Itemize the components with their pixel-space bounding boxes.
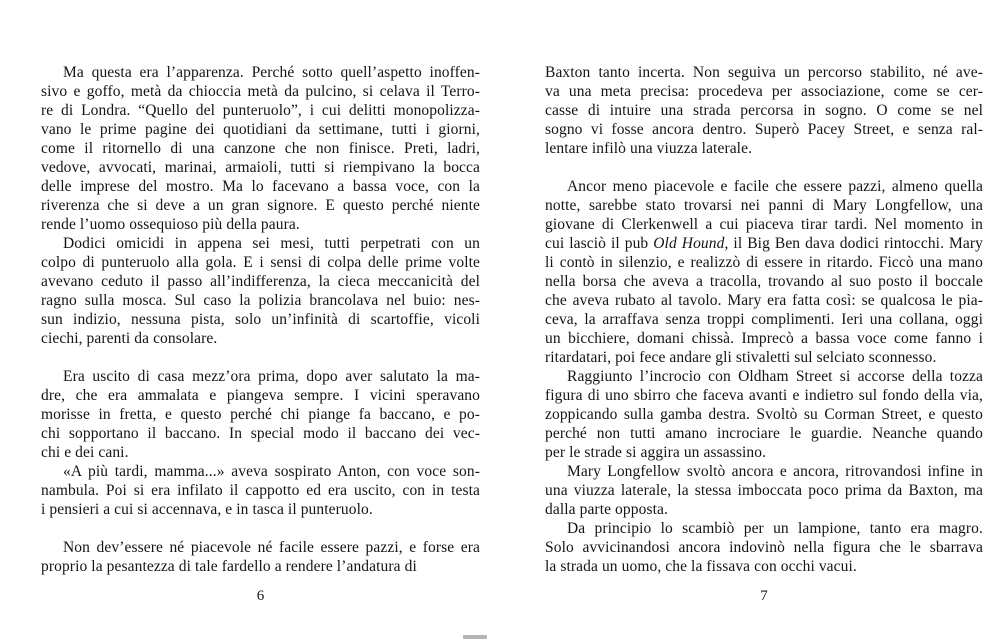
text-line: casse di intuire una strada percorsa in sogno. O come se nel [545, 102, 983, 119]
text-line: perché non tutti amano incrociare le guardie. Neanche quando [545, 425, 983, 442]
text-line: Non dev’essere né piacevole né facile essere pazzi, e forse era [63, 539, 480, 556]
text-line: avevano ceduto il passo all’indifferenza, la cieca meccanicità del [41, 273, 480, 290]
text-line: una viuzza laterale, la stessa imboccata poco prima da Baxton, ma [545, 482, 983, 499]
text-line: proprio la pesantezza di tale fardello a rendere l’andatura di [41, 558, 417, 575]
text-line: delle imprese del mostro. Ma lo facevano a bassa voce, con la [41, 178, 480, 195]
text-line: ritardatari, poi fece andare gli stivaletti sul selciato sconnesso. [545, 349, 937, 366]
left-page-text [41, 63, 480, 576]
text-line: va una meta precisa: procedeva per associazione, come se cer- [545, 83, 983, 100]
text-line: sun indizio, nessuna pista, solo un’infinità di scartoffie, vicoli [41, 311, 480, 328]
paragraph [41, 538, 480, 576]
text-line: notte, sarebbe stato trovarsi nei panni di Mary Longfellow, una [545, 197, 983, 214]
text-line: ceva, la arraffava senza troppi complimenti. Ieri una collana, oggi [545, 311, 983, 328]
bottom-edge-ui-fragment [463, 635, 487, 639]
text-line: sivo e goffo, metà da chioccia metà da pulcino, si celava il Terro- [41, 83, 480, 100]
text-line: giovane di Clerkenwell a cui piaceva tirar tardi. Nel momento in [545, 216, 983, 233]
paragraph [41, 367, 480, 462]
paragraph [545, 519, 983, 576]
text-line: Dodici omicidi in appena sei mesi, tutti perpetrati con un [63, 235, 480, 252]
text-line: Solo avvicinandosi ancora indovinò nella figura che le sbarrava [545, 539, 983, 556]
text-line: rende l’uomo ossequioso più della paura. [41, 216, 300, 233]
text-line: per le strade si aggira un assassino. [545, 444, 767, 461]
text-line: colpo di punteruolo alla gola. E i sensi di colpa delle prime volte [41, 254, 480, 271]
text-line: vano le prime pagine dei quotidiani da settimane, tutti i giorni, [41, 121, 480, 138]
text-line: figura di uno sbirro che faceva avanti e indietro sul fondo della via, [545, 387, 983, 404]
paragraph [545, 367, 983, 462]
text-line: cui lasciò il pub Old Hound, il Big Ben dava dodici rintocchi. Mary [545, 235, 983, 252]
text-line: i pensieri a cui si accennava, e in tasca il punteruolo. [41, 501, 373, 518]
text-line: sogno vi fosse ancora dentro. Superò Pacey Street, e senza ral- [545, 121, 983, 138]
text-line: morisse in fretta, e questo perché chi piange fa baccano, e po- [41, 406, 480, 423]
text-line: la strada un uomo, che la fissava con occhi vacui. [545, 558, 857, 575]
text-line: chi e dei cani. [41, 444, 129, 461]
paragraph [41, 462, 480, 519]
left-page [41, 63, 480, 605]
page-number-left: 6 [256, 588, 265, 604]
text-line: ragno sulla mosca. Sul caso la polizia brancolava nel buio: nes- [41, 292, 480, 309]
text-line: Era uscito di casa mezz’ora prima, dopo aver salutato la ma- [63, 368, 480, 385]
text-line: lentare infilò una viuzza laterale. [545, 140, 753, 157]
text-line: chi sopportano il baccano. In special modo il baccano dei vec- [41, 425, 480, 442]
text-line: vedove, avvocati, marinai, armaioli, tutti si riempivano la bocca [41, 159, 480, 176]
paragraph [545, 462, 983, 519]
text-line: dre, che era ammalata e piangeva sempre. I vicini speravano [41, 387, 480, 404]
paragraph [545, 63, 983, 158]
text-line: Baxton tanto incerta. Non seguiva un percorso stabilito, né ave- [545, 64, 983, 81]
text-line: un bicchiere, domani chissà. Imprecò a bassa voce come fanno i [545, 330, 983, 347]
text-line: dalla parte opposta. [545, 501, 668, 518]
text-line: nambula. Poi si era infilato il cappotto ed era uscito, con in testa [41, 482, 480, 499]
text-line: re di Londra. “Quello del punteruolo”, i cui delitti monopolizza- [41, 102, 480, 119]
right-page [545, 63, 983, 605]
text-line: Ancor meno piacevole e facile che essere pazzi, almeno quella [567, 178, 983, 195]
text-line: Ma questa era l’apparenza. Perché sotto quell’aspetto inoffen- [63, 64, 480, 81]
text-line: ciechi, parenti da consolare. [41, 330, 218, 347]
paragraph [545, 177, 983, 367]
text-line: Da principio lo scambiò per un lampione, tanto era magro. [567, 520, 983, 537]
text-line: «A più tardi, mamma...» aveva sospirato Anton, con voce son- [63, 463, 480, 480]
text-line: zoppicando sulla gamba destra. Svoltò su Corman Street, e questo [545, 406, 983, 423]
text-line: li contò in silenzio, e realizzò di essere in ritardo. Ficcò una mano [545, 254, 983, 271]
text-line: Mary Longfellow svoltò ancora e ancora, ritrovandosi infine in [567, 463, 983, 480]
page-number-right: 7 [760, 588, 768, 604]
text-line: che aveva rubato al tavolo. Mary era fatta così: se qualcosa le pia- [545, 292, 983, 309]
paragraph [41, 234, 480, 348]
text-line: Raggiunto l’incrocio con Oldham Street si accorse della tozza [567, 368, 983, 385]
text-line: come il ritornello di una canzone che non finisce. Preti, ladri, [41, 140, 480, 157]
right-page-text [545, 63, 983, 576]
text-line: riverenza che si deve a un gran signore. E questo perché niente [41, 197, 480, 214]
text-line: nella borsa che aveva a tracolla, trovando al suo posto il boccale [545, 273, 983, 290]
paragraph [41, 63, 480, 234]
